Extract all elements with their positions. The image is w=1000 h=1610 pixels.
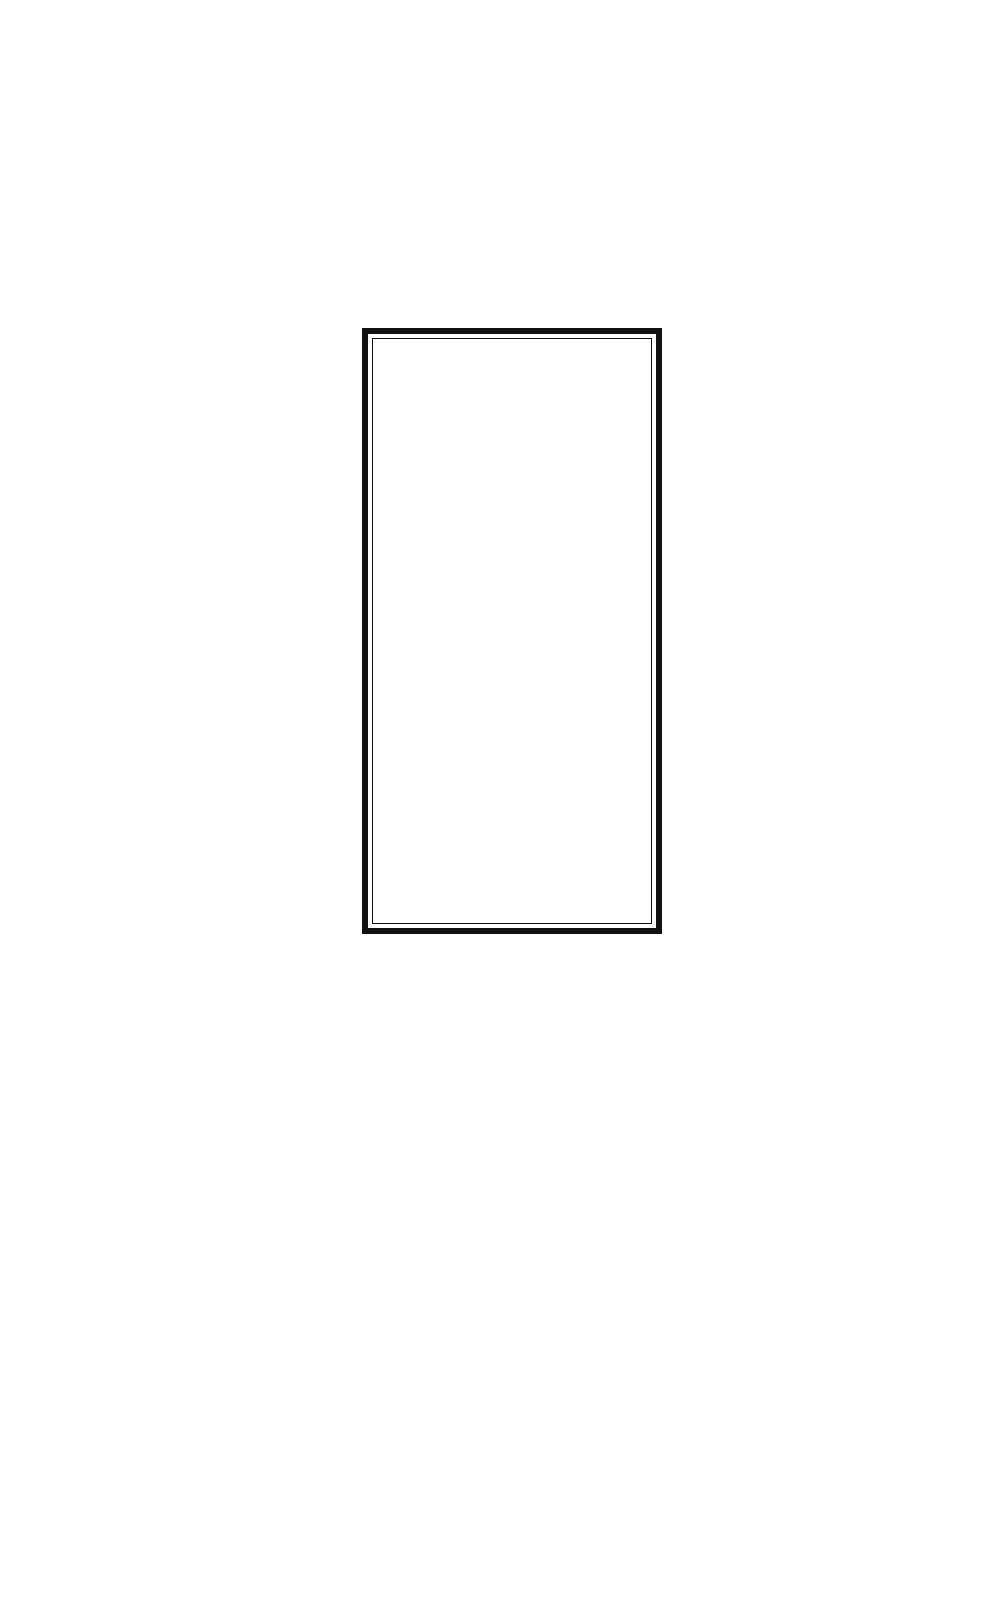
inscription-stone [362, 328, 662, 934]
inscription-illustration [368, 334, 656, 928]
